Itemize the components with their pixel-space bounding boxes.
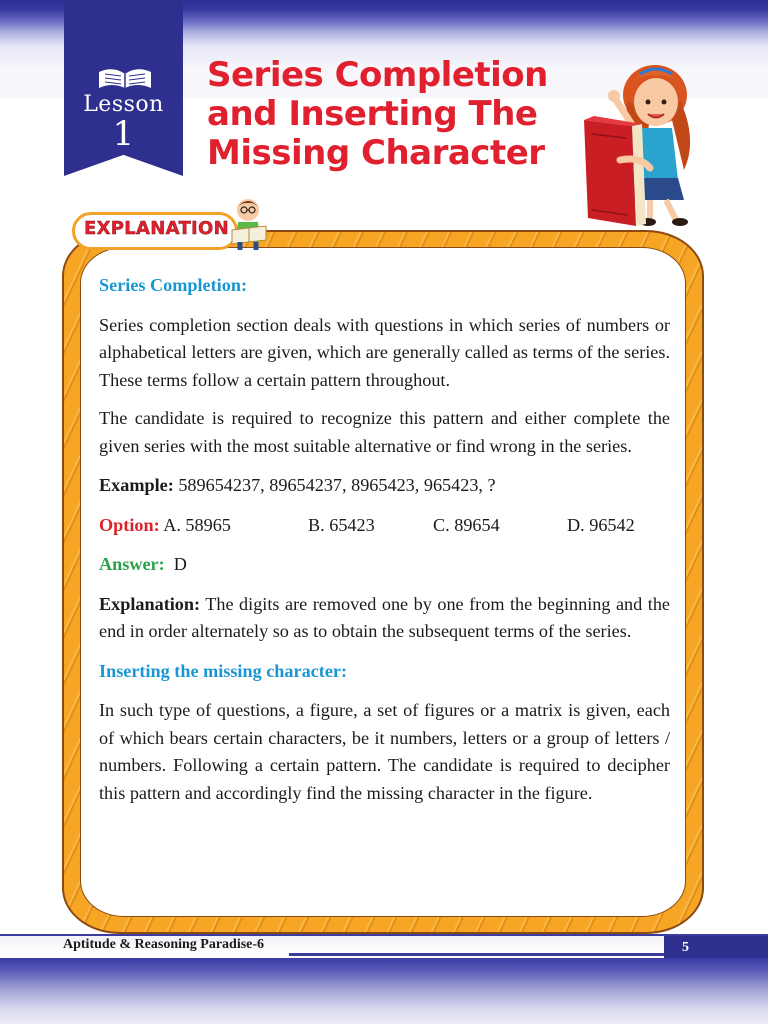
example-text: 589654237, 89654237, 8965423, 965423, ?: [173, 475, 496, 495]
answer-value: D: [173, 554, 187, 574]
bottom-band: [0, 958, 768, 1024]
paragraph: In such type of questions, a figure, a set of figures or a matrix is given, each of which bears certain characters, be it numbers, letters or a group of letters / numbers. Following a certain pattern. The candidate is required to decipher this pattern and accordingly find the missing character in the figure.: [99, 700, 670, 803]
explanation-content: [99, 272, 670, 807]
answer-label: Answer:: [99, 554, 165, 574]
option-label: Option:: [99, 514, 160, 535]
page-title: [207, 56, 587, 173]
section-heading: Series Completion:: [99, 275, 248, 295]
footer-rule: [289, 953, 665, 956]
options-row: [99, 512, 670, 540]
example-label: Example:: [99, 475, 174, 495]
title-line: Missing Character: [207, 133, 545, 173]
section-heading: Inserting the missing character:: [99, 660, 348, 681]
explanation-badge-label: EXPLANATION: [84, 218, 230, 239]
explanation-label: Explanation:: [99, 593, 201, 614]
open-book-icon: [97, 66, 153, 90]
option-d: D. 96542: [567, 514, 635, 535]
girl-with-book-illustration: [580, 60, 710, 230]
explanation-text: The digits are removed one by one from the beginning and the end in order alternately so as to obtain the subsequent terms of the series.: [99, 593, 670, 641]
explanation-paragraph: [99, 591, 670, 646]
title-line: Series Completion: [207, 55, 548, 95]
option-c: C. 89654: [433, 514, 500, 535]
option-a: A. 58965: [163, 514, 231, 535]
paragraph: The candidate is required to recognize this pattern and either complete the given series with the most suitable alternative or find wrong in the series.: [99, 408, 670, 456]
page-number: 5: [664, 936, 768, 960]
boy-reading-illustration: [226, 196, 272, 252]
title-line: and Inserting The: [207, 94, 538, 134]
answer-line: [99, 551, 670, 579]
paragraph: Series completion section deals with questions in which series of numbers or alphabetical letters are given, which are generally called as terms of the series. These terms follow a certain pattern throughout.: [99, 314, 670, 390]
option-b: B. 65423: [308, 514, 375, 535]
lesson-label: Lesson: [83, 92, 164, 117]
footer-book-title: Aptitude & Reasoning Paradise-6: [63, 937, 265, 952]
lesson-number: 1: [112, 114, 135, 154]
example-line: [99, 472, 670, 500]
